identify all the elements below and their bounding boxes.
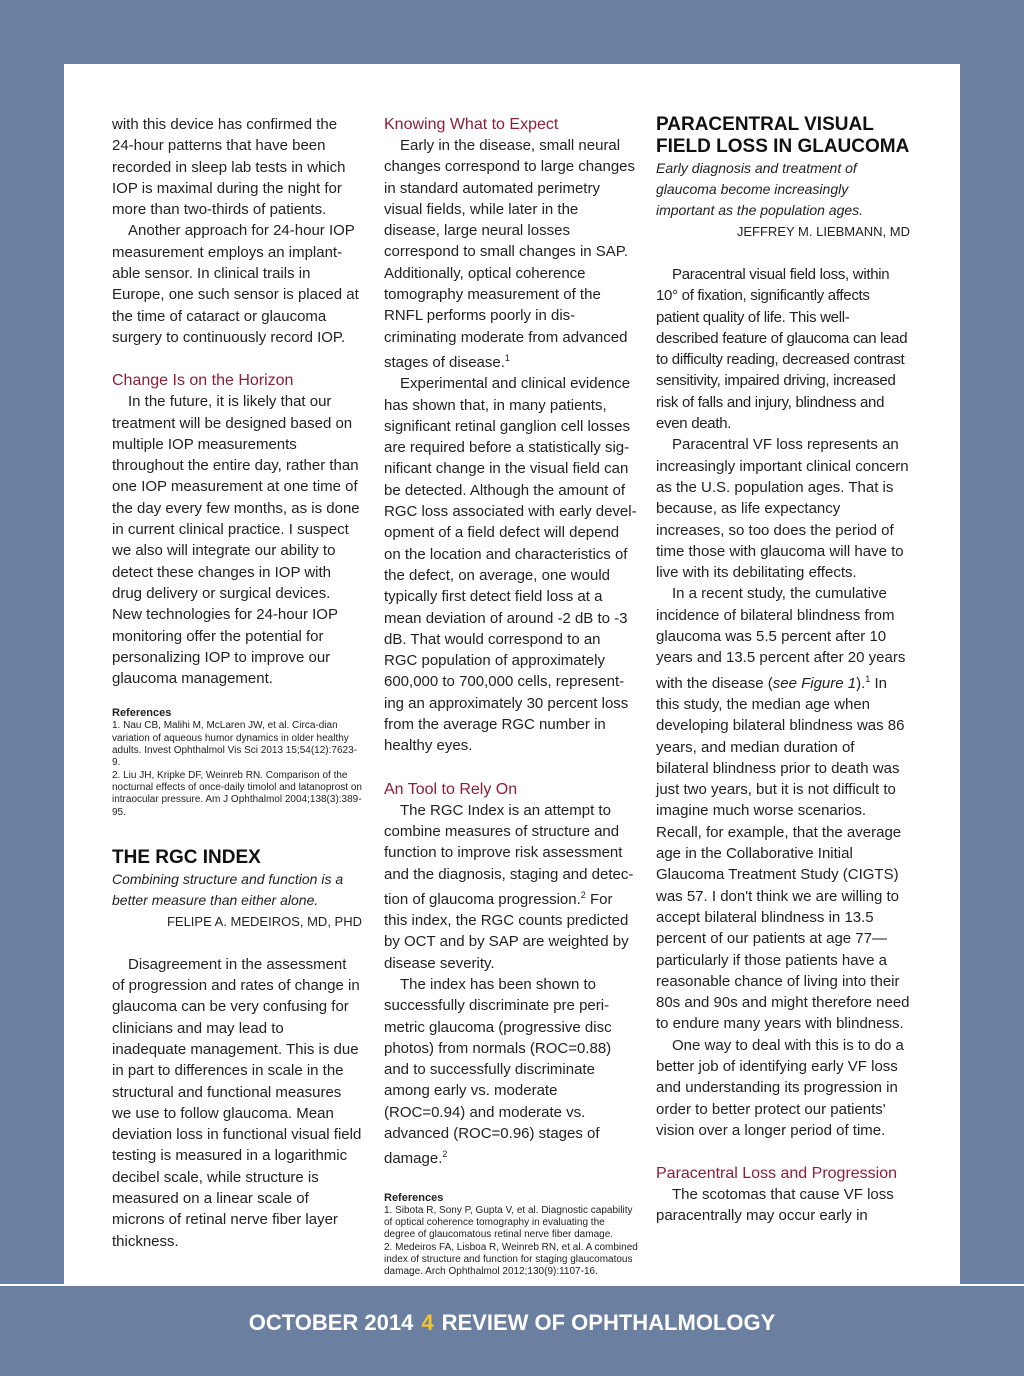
page-number: 4 — [421, 1310, 434, 1335]
col2-paragraph-3: The RGC Index is an attempt to combine measures of structure and function to improve risk assessment and the diagnosis, staging and detec-tion of glaucoma progression.$^2$ For this index, the RGC counts predicted by OCT and by SAP are weighted by disease severity. — [384, 801, 634, 972]
heading-change-on-horizon: Change Is on the Horizon — [112, 372, 294, 390]
rgc-index-title: THE RGC INDEX — [112, 846, 261, 868]
footer-date: OCTOBER 2014 — [248, 1310, 414, 1335]
rgc-index-deck: Combining structure and function is a better measure than either alone. — [112, 870, 344, 908]
paracentral-deck: Early diagnosis and treatment of glaucoma become increasingly important as the population ages. — [656, 160, 864, 218]
col2-paragraph-1: Early in the disease, small neural changes correspond to large changes in standard automated perimetry visual fields, while later in the disease, large neural losses correspond to small changes in SAP. Additionally, optical coherence tomography measurement of the RNFL performs poorly in dis-criminating moderate from advanced stages of disease.$^1$ — [384, 137, 636, 371]
figure-reference: see Figure 1 — [772, 674, 857, 692]
column-1 — [112, 114, 362, 1252]
heading-tool-to-rely-on: An Tool to Rely On — [384, 780, 518, 798]
col3-paragraph-5: The scotomas that cause VF loss paracentrally may occur early in — [656, 1186, 894, 1225]
rgc-index-byline: FELIPE A. MEDEIROS, MD, PHD — [166, 913, 362, 929]
col3-paragraph-3: In a recent study, the cumulative incidence of bilateral blindness from glaucoma was 5.5 percent after 10 years and 13.5 percent after 20 years with the disease (see Figure 1).$^1$ In this study, the median age when developing bilateral blindness was 86 years, and median duration of bilateral blindness prior to death was just two years, but it is not difficult to imagine much worse scenarios. Recall, for example, that the average age in the Collaborative Initial Glaucoma Treatment Study (CIGTS) was 57. I don't think we are willing to accept bilateral blindness in 13.5 percent of our patients at age 77—particularly if those patients have a reasonable chance of living into their 80s and 90s and might therefore need to endure many years with blindness. — [656, 585, 910, 1033]
col2-paragraph-4: The index has been shown to successfully discriminate pre peri-metric glaucoma (progressive disc photos) from normals (ROC=0.88) and to successfully discriminate among early vs. moderate (ROC=0.94) and moderate vs. advanced (ROC=0.96) stages of damage.$^2$ — [384, 975, 612, 1168]
paracentral-byline: JEFFREY M. LIEBMANN, MD — [736, 224, 910, 239]
col2-references-heading: References — [384, 1191, 444, 1204]
col2-paragraph-2: Experimental and clinical evidence has shown that, in many patients, significant retinal ganglion cell losses are required before a statistically sig-nificant change in the visual field can be detected. Although the amount of RGC loss associated with early devel-opment of a field defect will depend on the location and characteristics of the defect, on average, one would typically first detect field loss at a mean deviation of around -2 dB to -3 dB. That would correspond to an RGC population of approximately 600,000 to 700,000 cells, represent-ing an approximately 30 percent loss from the average RGC number in healthy eyes. — [384, 375, 637, 755]
footer-publication: REVIEW OF OPHTHALMOLOGY — [441, 1310, 776, 1335]
col1-paragraph-2: Another approach for 24-hour IOP measurement employs an implant-able sensor. In clinical trails in Europe, one such sensor is placed at the time of cataract or glaucoma surgery to continuously record IOP. — [112, 222, 359, 346]
col1-reference-1: 1. Nau CB, Malihi M, McLaren JW, et al. Circa-dian variation of aqueous humor dynamics in older healthy adults. Invest Ophthalmol Vis Sci 2013 15;54(12):7623-9. — [112, 720, 357, 769]
col1-paragraph-3: In the future, it is likely that our treatment will be designed based on multiple IOP measurements throughout the entire day, rather than one IOP measurement at one time of the day every few months, as is done in current clinical practice. I suspect we also will integrate our ability to detect these changes in IOP with drug delivery or surgical devices. New technologies for 24-hour IOP monitoring offer the potential for personalizing IOP to improve our glaucoma management. — [112, 393, 360, 688]
article-page — [64, 64, 960, 1284]
column-3 — [656, 114, 910, 1227]
col1-paragraph-1: with this device has confirmed the 24-hour patterns that have been recorded in sleep lab tests in which IOP is maximal during the night for more than two-thirds of patients. — [112, 116, 346, 219]
footer-text — [0, 1310, 1024, 1336]
col1-references-heading: References — [112, 707, 172, 720]
page-footer — [0, 1284, 1024, 1376]
col2-reference-2: 2. Medeiros FA, Lisboa R, Weinreb RN, et al. A combined index of structure and function for staging glaucomatous damage. Arch Ophthalmol 2012;130(9):1107-16. — [384, 1241, 638, 1278]
column-2 — [384, 114, 638, 1278]
col1-reference-2: 2. Liu JH, Kripke DF, Weinreb RN. Comparison of the nocturnal effects of once-daily timolol and latanoprost on intraocular pressure. Am J Ophthalmol 2004;138(3):389-95. — [112, 769, 362, 818]
heading-knowing-what-to-expect: Knowing What to Expect — [384, 116, 559, 133]
col1-paragraph-4: Disagreement in the assessment of progression and rates of change in glaucoma can be very confusing for clinicians and may lead to inadequate management. This is due in part to differences in scale in the structural and functional measures we use to follow glaucoma. Mean deviation loss in functional visual field testing is measured in a logarithmic decibel scale, while structure is measured on a linear scale of microns of retinal nerve fiber layer thickness. — [112, 955, 362, 1250]
col3-paragraph-2: Paracentral VF loss represents an increasingly important clinical concern as the U.S. population ages. That is because, as life expectancy increases, so too does the period of time those with glaucoma will have to live with its debilitating effects. — [656, 436, 909, 582]
col3-paragraph-1: Paracentral visual field loss, within 10° of fixation, significantly affects patient quality of life. This well-described feature of glaucoma can lead to difficulty reading, decreased contrast sensitivity, impaired driving, increased risk of falls and injury, blindness and even death. — [656, 266, 908, 433]
heading-paracentral-loss: Paracentral Loss and Progression — [656, 1165, 898, 1183]
col3-paragraph-4: One way to deal with this is to do a better job of identifying early VF loss and understanding its progression in order to better protect our patients' vision over a longer period of time. — [656, 1036, 904, 1139]
col2-reference-1: 1. Sibota R, Sony P, Gupta V, et al. Diagnostic capability of optical coherence tomography in evaluating the degree of glaucomatous retinal nerve fiber damage. — [384, 1204, 633, 1241]
paracentral-article-title: PARACENTRAL VISUAL FIELD LOSS IN GLAUCOMA — [656, 114, 910, 157]
